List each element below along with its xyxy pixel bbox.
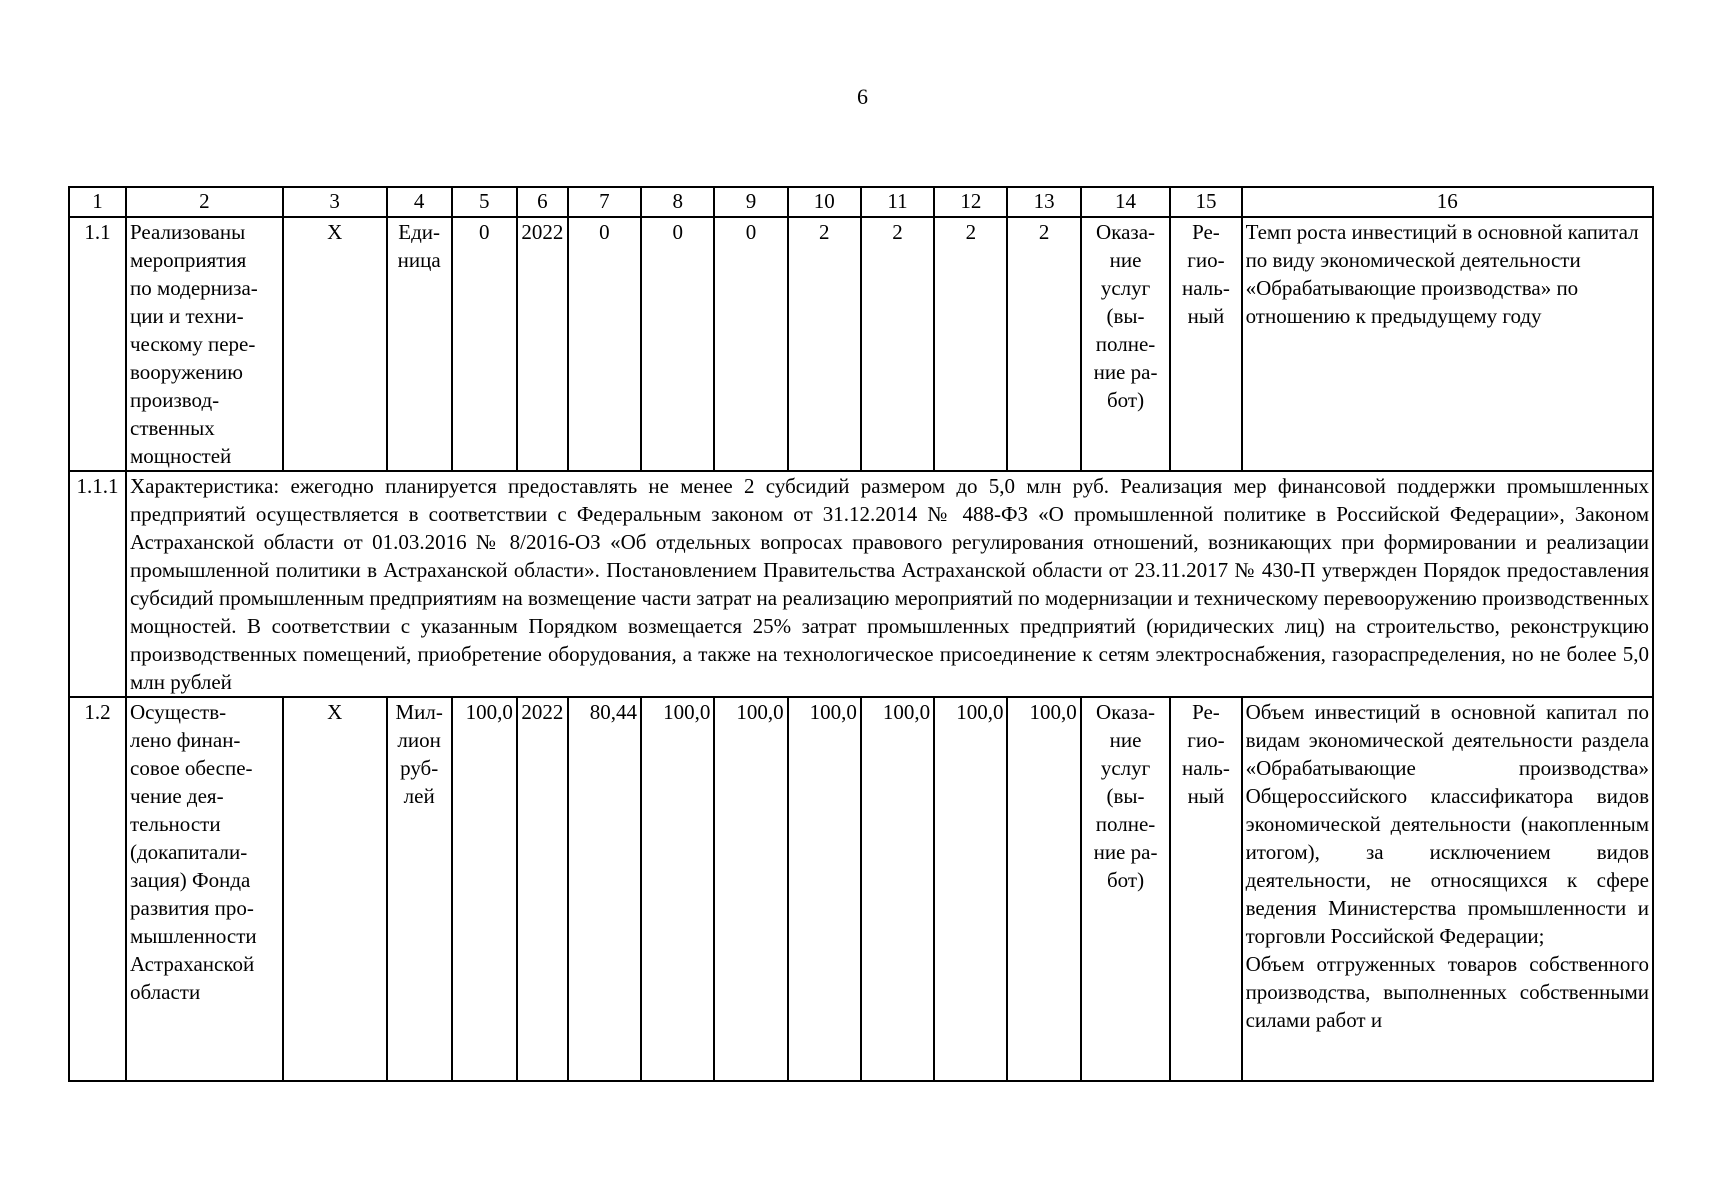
base-value: 100,0 <box>452 697 517 1081</box>
value-col-13: 2 <box>1007 217 1080 471</box>
column-header: 1 <box>69 187 126 217</box>
base-year: 2022 <box>517 217 568 471</box>
measure-name: Осуществ- лено финан- совое обеспе- чение дея- тельности (докапитали- зация) Фонда развития про- мышленности Астраханской области <box>126 697 283 1081</box>
value-col-10: 100,0 <box>788 697 861 1081</box>
project-level: Ре- гио- наль- ный <box>1170 217 1241 471</box>
column-header: 9 <box>714 187 787 217</box>
row-number: 1.2 <box>69 697 126 1081</box>
value-col-8: 100,0 <box>641 697 714 1081</box>
characteristic-text: Характеристика: ежегодно планируется предоставлять не менее 2 субсидий размером до 5,0 млн руб. Реализация мер финансовой поддержки промышленных предприятий осуществляется в соответствии с Федеральным законом от 31.12.2014 № 488-ФЗ «О промышленной политике в Российской Федерации», Законом Астраханской области от 01.03.2016 № 8/2016-ОЗ «Об отдельных вопросах правового регулирования отношений, возникающих при формировании и реализации промышленной политики в Астраханской области». Постановлением Правительства Астраханской области от 23.11.2017 № 430-П утвержден Порядок предоставления субсидий промышленным предприятиям на возмещение части затрат на реализацию мероприятий по модернизации и техническому перевооружению производственных мощностей. В соответствии с указанным Порядком возмещается 25% затрат промышленных предприятий (юридических лиц) на строительство, реконструкцию производственных помещений, приобретение оборудования, а также на технологическое присоединение к сетям электроснабжения, газораспределения, но не более 5,0 млн рублей <box>126 471 1653 697</box>
indicators-table <box>68 186 1654 1082</box>
value-col-10: 2 <box>788 217 861 471</box>
value-col-12: 2 <box>934 217 1007 471</box>
column-header: 13 <box>1007 187 1080 217</box>
value-col-9: 100,0 <box>714 697 787 1081</box>
measure-type: Оказа- ние услуг (вы- полне- ние ра- бот) <box>1081 217 1171 471</box>
value-col-7: 0 <box>568 217 641 471</box>
row-number: 1.1 <box>69 217 126 471</box>
page-number: 6 <box>857 84 868 109</box>
measure-type: Оказа- ние услуг (вы- полне- ние ра- бот) <box>1081 697 1171 1081</box>
indicator-shipped-goods: Объем отгруженных товаров собственного производства, выполненных собственными силами работ и <box>1245 952 1649 1032</box>
value-col-12: 100,0 <box>934 697 1007 1081</box>
column-header: 7 <box>568 187 641 217</box>
column-header: 6 <box>517 187 568 217</box>
base-value: 0 <box>452 217 517 471</box>
related-indicator <box>1242 697 1653 1081</box>
column-header: 3 <box>283 187 387 217</box>
table-row-1-2 <box>69 697 1653 1081</box>
unit-of-measure: Мил- лион руб- лей <box>387 697 452 1081</box>
table-row-1-1-1 <box>69 471 1653 697</box>
value-col-8: 0 <box>641 217 714 471</box>
column-header: 11 <box>861 187 934 217</box>
value-col-11: 100,0 <box>861 697 934 1081</box>
column-header: 4 <box>387 187 452 217</box>
column-header: 16 <box>1242 187 1653 217</box>
cell-col-3: Х <box>283 217 387 471</box>
column-header: 10 <box>788 187 861 217</box>
table-row-1-1 <box>69 217 1653 471</box>
value-col-9: 0 <box>714 217 787 471</box>
project-level: Ре- гио- наль- ный <box>1170 697 1241 1081</box>
cell-col-3: Х <box>283 697 387 1081</box>
unit-of-measure: Еди- ница <box>387 217 452 471</box>
base-year: 2022 <box>517 697 568 1081</box>
column-header: 5 <box>452 187 517 217</box>
value-col-7: 80,44 <box>568 697 641 1081</box>
measure-name: Реализованы мероприятия по модерниза- ции и техни- ческому пере- вооружению производ- ственных мощностей <box>126 217 283 471</box>
indicator-investment-volume: Объем инвестиций в основной капитал по видам экономической деятельности раздела «Обрабатывающие производства» Общероссийского классификатора видов экономической деятельности (накопленным итогом), за исключением видов деятельности, не относящихся к сфере ведения Министерства промышленности и торговли Российской Федерации; <box>1245 700 1649 948</box>
column-header: 15 <box>1170 187 1241 217</box>
column-header: 8 <box>641 187 714 217</box>
column-header: 2 <box>126 187 283 217</box>
column-header: 12 <box>934 187 1007 217</box>
row-number: 1.1.1 <box>69 471 126 697</box>
related-indicator: Темп роста инвестиций в основной капитал по виду экономической деятельности «Обрабатывающие производства» по отношению к предыдущему году <box>1242 217 1653 471</box>
column-header: 14 <box>1081 187 1171 217</box>
column-number-row <box>69 187 1653 217</box>
value-col-11: 2 <box>861 217 934 471</box>
value-col-13: 100,0 <box>1007 697 1080 1081</box>
